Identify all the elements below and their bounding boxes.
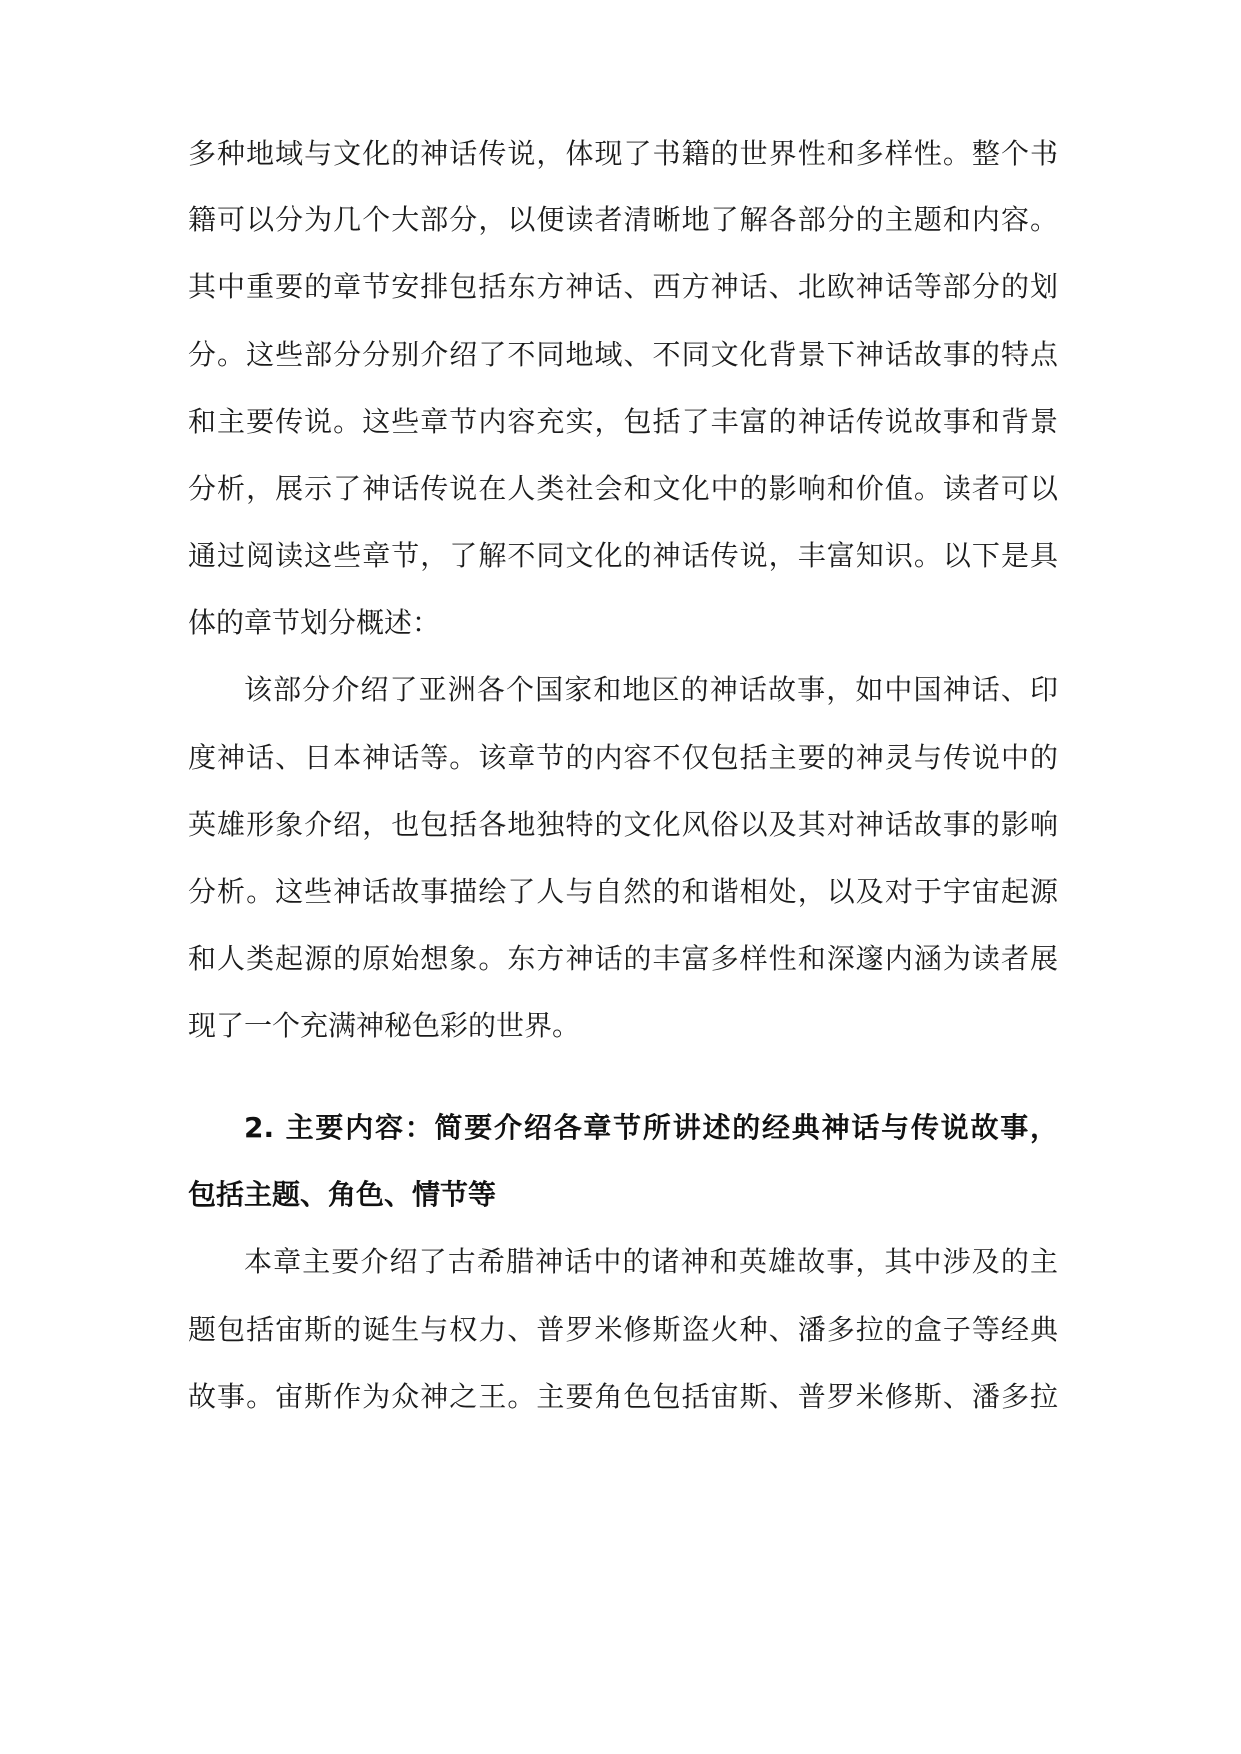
paragraph-2-line-3: 英雄形象介绍，也包括各地独特的文化风俗以及其对神话故事的影响 <box>188 808 1058 841</box>
paragraph-2-line-5: 和人类起源的原始想象。东方神话的丰富多样性和深邃内涵为读者展 <box>188 942 1058 975</box>
paragraph-3-line-3: 故事。宙斯作为众神之王。主要角色包括宙斯、普罗米修斯、潘多拉 <box>188 1380 1058 1413</box>
paragraph-1-line-2: 籍可以分为几个大部分，以便读者清晰地了解各部分的主题和内容。 <box>188 203 1058 236</box>
paragraph-3-line-1: 本章主要介绍了古希腊神话中的诸神和英雄故事，其中涉及的主 <box>244 1245 1058 1278</box>
paragraph-2-line-4: 分析。这些神话故事描绘了人与自然的和谐相处，以及对于宇宙起源 <box>188 875 1058 908</box>
section-heading-line-2: 包括主题、角色、情节等 <box>188 1178 497 1211</box>
paragraph-2-line-2: 度神话、日本神话等。该章节的内容不仅包括主要的神灵与传说中的 <box>188 741 1058 774</box>
paragraph-1-line-4: 分。这些部分分别介绍了不同地域、不同文化背景下神话故事的特点 <box>188 338 1058 371</box>
paragraph-1-line-3: 其中重要的章节安排包括东方神话、西方神话、北欧神话等部分的划 <box>188 270 1058 303</box>
paragraph-2-line-6: 现了一个充满神秘色彩的世界。 <box>188 1009 581 1042</box>
paragraph-2-line-1: 该部分介绍了亚洲各个国家和地区的神话故事，如中国神话、印 <box>244 673 1058 706</box>
paragraph-1-line-8: 体的章节划分概述： <box>188 606 441 639</box>
paragraph-3-line-2: 题包括宙斯的诞生与权力、普罗米修斯盗火种、潘多拉的盒子等经典 <box>188 1313 1058 1346</box>
paragraph-1-line-6: 分析，展示了神话传说在人类社会和文化中的影响和价值。读者可以 <box>188 472 1058 505</box>
section-heading-line-1: 2. 主要内容：简要介绍各章节所讲述的经典神话与传说故事， <box>244 1111 1058 1144</box>
paragraph-1-line-1: 多种地域与文化的神话传说，体现了书籍的世界性和多样性。整个书 <box>188 137 1058 170</box>
paragraph-1-line-5: 和主要传说。这些章节内容充实，包括了丰富的神话传说故事和背景 <box>188 405 1058 438</box>
paragraph-1-line-7: 通过阅读这些章节，了解不同文化的神话传说，丰富知识。以下是具 <box>188 539 1058 572</box>
